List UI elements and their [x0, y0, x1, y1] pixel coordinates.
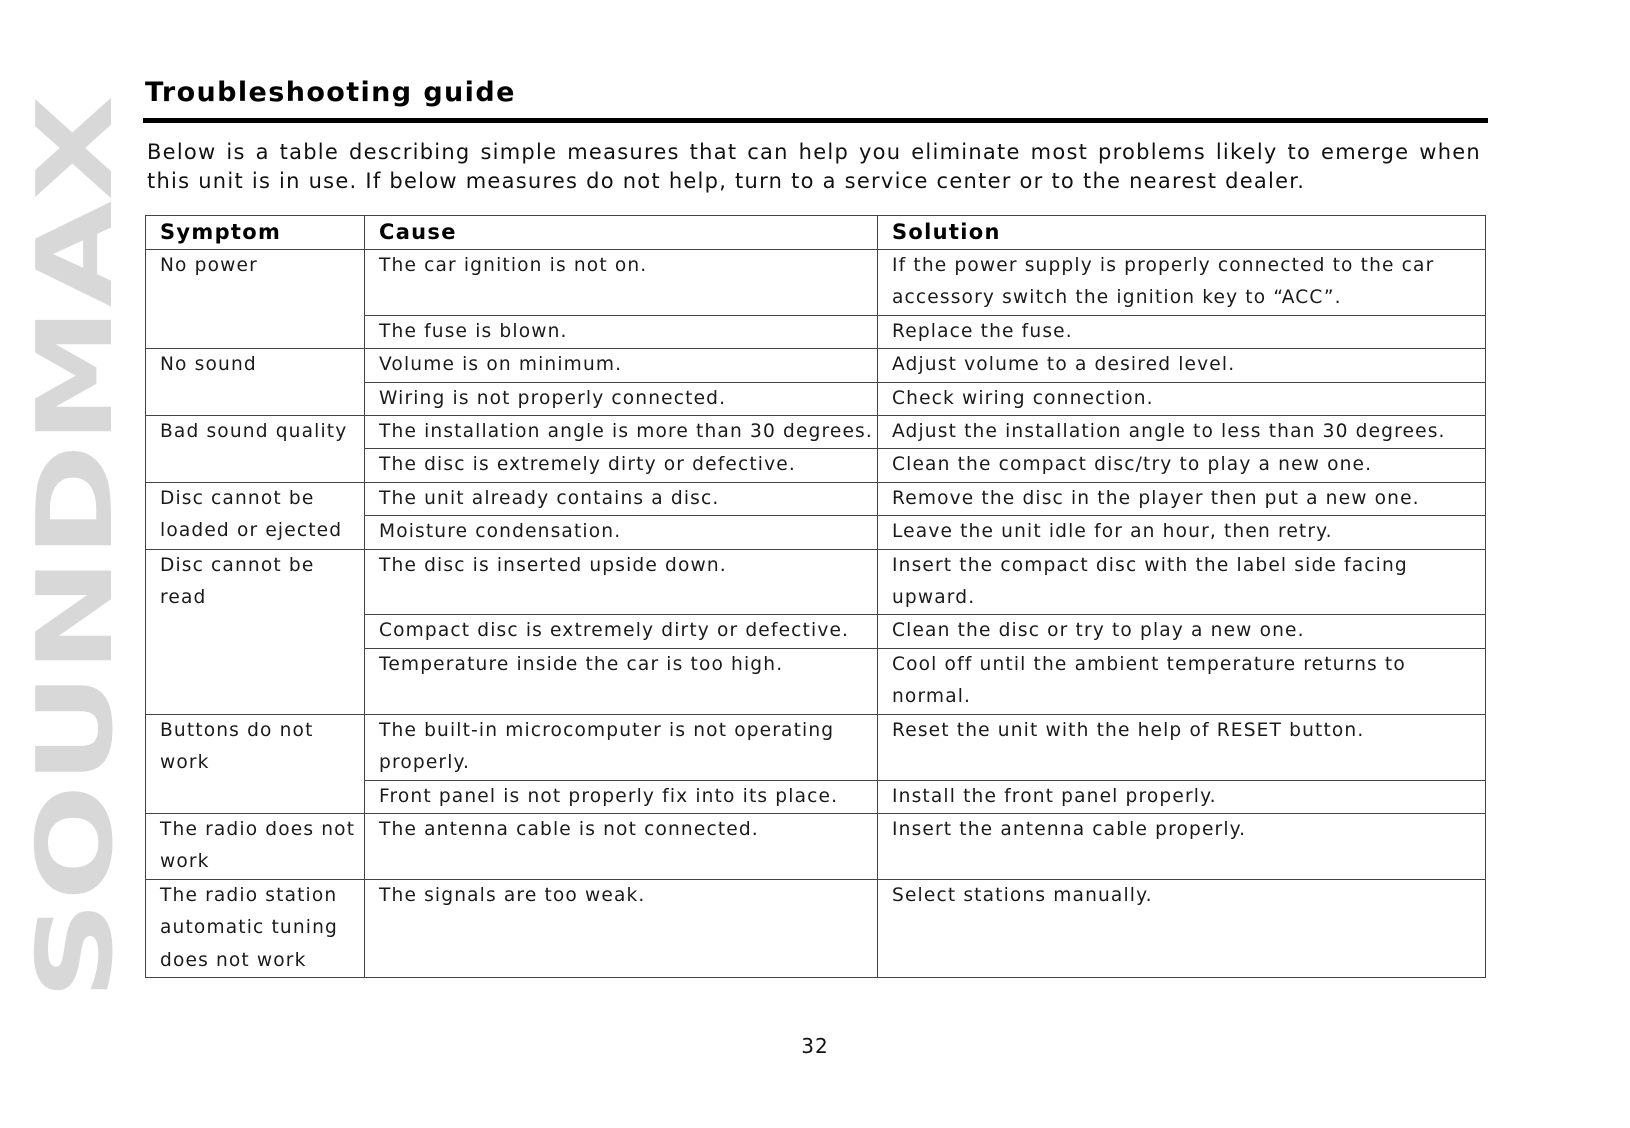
solution-cell: Clean the compact disc/try to play a new one. [878, 449, 1486, 482]
symptom-cell: The radio does not work [146, 813, 365, 879]
troubleshooting-table [145, 215, 1486, 978]
title-underline [143, 118, 1488, 123]
cause-cell: Moisture condensation. [365, 516, 878, 549]
solution-cell: Cool off until the ambient temperature returns to normal. [878, 648, 1486, 714]
solution-cell: Replace the fuse. [878, 315, 1486, 348]
column-header-symptom: Symptom [146, 216, 365, 250]
symptom-cell: Disc cannot be read [146, 549, 365, 714]
cause-cell: Wiring is not properly connected. [365, 382, 878, 415]
solution-cell: Insert the antenna cable properly. [878, 813, 1486, 879]
page-title: Troubleshooting guide [145, 77, 516, 108]
cause-cell: The antenna cable is not connected. [365, 813, 878, 879]
cause-cell: The disc is inserted upside down. [365, 549, 878, 615]
brand-logo-graphic [14, 90, 136, 1010]
cause-cell: Volume is on minimum. [365, 349, 878, 382]
table-row [146, 813, 1486, 879]
brand-logo-text: SOUNDMAX [14, 314, 136, 1000]
table-body [146, 250, 1486, 978]
solution-cell: Adjust the installation angle to less than 30 degrees. [878, 416, 1486, 449]
symptom-cell: Disc cannot be loaded or ejected [146, 482, 365, 549]
symptom-cell: The radio station automatic tuning does not work [146, 879, 365, 977]
cause-cell: The unit already contains a disc. [365, 482, 878, 515]
solution-cell: Select stations manually. [878, 879, 1486, 977]
symptom-cell: Bad sound quality [146, 416, 365, 483]
symptom-cell: No sound [146, 349, 365, 416]
table-row [146, 714, 1486, 780]
solution-cell: Reset the unit with the help of RESET button. [878, 714, 1486, 780]
brand-logo [14, 90, 136, 1010]
table-row [146, 482, 1486, 515]
column-header-solution: Solution [878, 216, 1486, 250]
solution-cell: Adjust volume to a desired level. [878, 349, 1486, 382]
solution-cell: Clean the disc or try to play a new one. [878, 615, 1486, 648]
symptom-cell: Buttons do not work [146, 714, 365, 813]
table-header [146, 216, 1486, 250]
table-row [146, 349, 1486, 382]
cause-cell: The fuse is blown. [365, 315, 878, 348]
cause-cell: Front panel is not properly fix into its place. [365, 780, 878, 813]
symptom-cell: No power [146, 250, 365, 349]
cause-cell: Temperature inside the car is too high. [365, 648, 878, 714]
cause-cell: The built-in microcomputer is not operating properly. [365, 714, 878, 780]
table-header-row [146, 216, 1486, 250]
cause-cell: The disc is extremely dirty or defective. [365, 449, 878, 482]
solution-cell: Install the front panel properly. [878, 780, 1486, 813]
intro-paragraph: Below is a table describing simple measures that can help you eliminate most problems likely to emerge when this unit is in use. If below measures do not help, turn to a service center or to the nearest dealer. [147, 140, 1481, 193]
solution-cell: If the power supply is properly connected to the car accessory switch the ignition key to “ACC”. [878, 250, 1486, 316]
cause-cell: The car ignition is not on. [365, 250, 878, 316]
cause-cell: The installation angle is more than 30 degrees. [365, 416, 878, 449]
table-row [146, 416, 1486, 449]
solution-cell: Insert the compact disc with the label side facing upward. [878, 549, 1486, 615]
solution-cell: Check wiring connection. [878, 382, 1486, 415]
column-header-cause: Cause [365, 216, 878, 250]
page-number: 32 [801, 1034, 829, 1058]
cause-cell: Compact disc is extremely dirty or defective. [365, 615, 878, 648]
solution-cell: Remove the disc in the player then put a new one. [878, 482, 1486, 515]
cause-cell: The signals are too weak. [365, 879, 878, 977]
table-row [146, 879, 1486, 977]
solution-cell: Leave the unit idle for an hour, then retry. [878, 516, 1486, 549]
table-row [146, 250, 1486, 316]
table-row [146, 549, 1486, 615]
